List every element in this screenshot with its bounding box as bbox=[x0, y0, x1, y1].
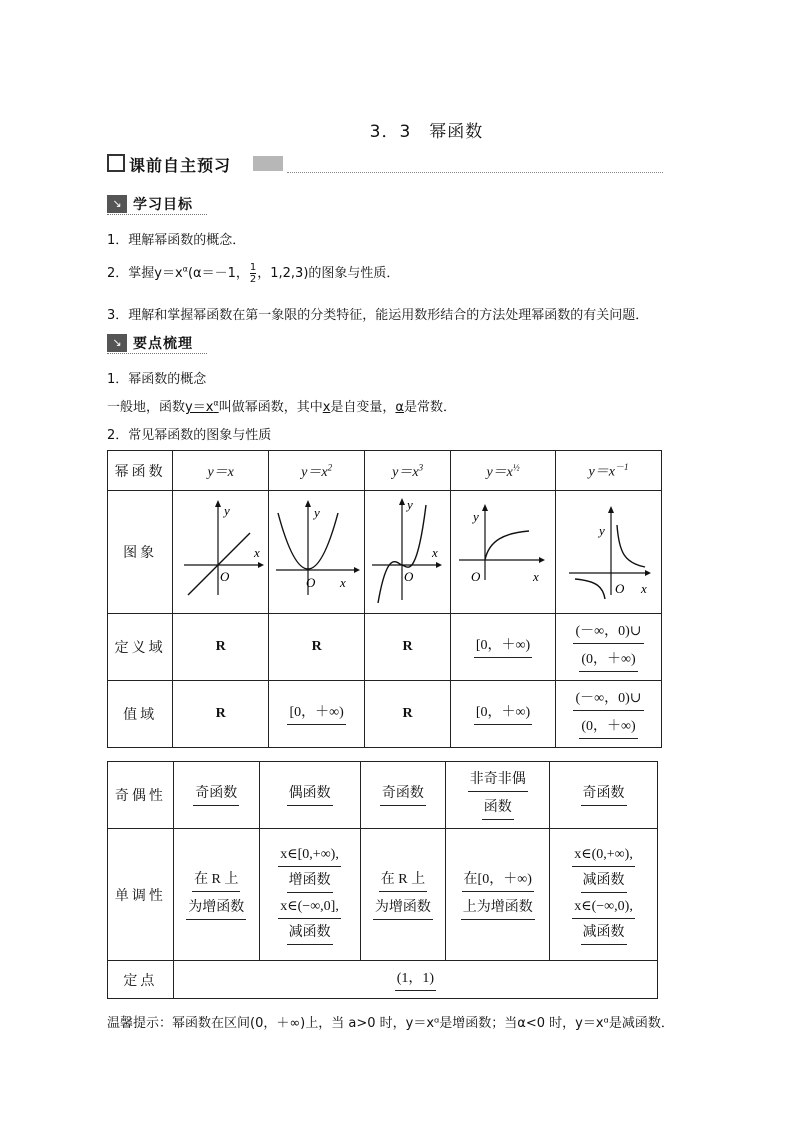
def-mid: 叫做幂函数，其中 bbox=[218, 400, 323, 415]
origin-label: O bbox=[614, 581, 624, 596]
domain-cell-5: (－∞，0)∪ (0，＋∞) bbox=[556, 614, 662, 681]
axis-y-label: y bbox=[406, 497, 413, 512]
axis-y-label: y bbox=[313, 505, 320, 520]
range-cell-3: R bbox=[365, 681, 451, 748]
range-cell-5: (－∞，0)∪ (0，＋∞) bbox=[556, 681, 662, 748]
axis-y-label: y bbox=[598, 523, 605, 538]
heading-underline bbox=[107, 353, 207, 354]
table-row-range bbox=[108, 681, 662, 748]
row-header-power-function: 幂函数 bbox=[108, 451, 173, 491]
origin-label: O bbox=[219, 569, 230, 584]
parity-cell-4: 非奇非偶 函数 bbox=[446, 762, 550, 829]
def-mid2: 是自变量， bbox=[330, 400, 396, 415]
goals-heading-label: 学习目标 bbox=[133, 197, 193, 213]
mono-cell-1: 在 R 上 为增函数 bbox=[173, 829, 259, 961]
section-banner-label: 课前自主预习 bbox=[129, 156, 232, 175]
goal2-frac-den: 2 bbox=[249, 274, 257, 285]
func-header-1: y＝x bbox=[173, 451, 269, 491]
axis-x-label: x bbox=[431, 545, 438, 560]
origin-label: O bbox=[305, 575, 316, 590]
section-banner bbox=[107, 153, 663, 175]
def-func-text: y＝x bbox=[185, 400, 214, 415]
arrow-badge-icon: ↘ bbox=[107, 334, 127, 352]
definition-line bbox=[107, 396, 456, 415]
parity-cell-2: 偶函数 bbox=[259, 762, 360, 829]
parity-cell-3: 奇函数 bbox=[360, 762, 446, 829]
row-header-fixed-point: 定点 bbox=[108, 961, 174, 999]
goal2-post: ，1,2,3)的图象与性质． bbox=[257, 266, 400, 281]
axis-x-label: x bbox=[339, 575, 346, 590]
goal2-mid: (α＝－1， bbox=[187, 266, 249, 281]
axis-x-label: x bbox=[640, 581, 647, 596]
tip-text: 温馨提示：幂函数在区间(0，＋∞)上，当 a>0 时，y＝xᵅ是增函数；当α<0 时，y＝xᵅ是减函数． bbox=[107, 1016, 674, 1031]
section-icon bbox=[107, 154, 125, 172]
arrow-badge-icon: ↘ bbox=[107, 195, 127, 213]
row-header-graph: 图象 bbox=[108, 491, 173, 614]
axis-y-label: y bbox=[473, 509, 479, 524]
axis-x-label: x bbox=[533, 569, 539, 584]
axis-y-label: y bbox=[223, 503, 230, 518]
point-item-1: 1．幂函数的概念 bbox=[107, 372, 207, 387]
table-row-graph bbox=[108, 491, 662, 614]
power-function-table-1 bbox=[107, 450, 662, 748]
mono-cell-2: x∈[0,+∞), 增函数 x∈(−∞,0], 减函数 bbox=[259, 829, 360, 961]
goal-item-2 bbox=[107, 262, 399, 285]
domain-cell-3: R bbox=[365, 614, 451, 681]
goal-item-3: 3．理解和掌握幂函数在第一象限的分类特征，能运用数形结合的方法处理幂函数的有关问题． bbox=[107, 308, 649, 323]
domain-cell-4: [0，＋∞) bbox=[451, 614, 556, 681]
func-header-3: $y=x^3$ bbox=[365, 451, 451, 491]
range-cell-1: R bbox=[173, 681, 269, 748]
graph-sqrt bbox=[451, 491, 556, 614]
def-func bbox=[185, 400, 219, 415]
func-header-5: $y=x^{-1}$ bbox=[556, 451, 662, 491]
func-header-4: $y=x^{\frac{1}{2}}$ bbox=[451, 451, 556, 491]
table-row-monotonicity bbox=[108, 829, 658, 961]
axis-x-label: x bbox=[253, 545, 260, 560]
mono-cell-5: x∈(0,+∞), 减函数 x∈(−∞,0), 减函数 bbox=[550, 829, 658, 961]
domain-cell-1: R bbox=[173, 614, 269, 681]
mono-cell-4: 在[0，＋∞) 上为增函数 bbox=[446, 829, 550, 961]
fixed-point-cell: (1，1) bbox=[173, 961, 657, 999]
table-row-domain bbox=[108, 614, 662, 681]
banner-bar bbox=[253, 156, 283, 171]
row-header-range: 值域 bbox=[108, 681, 173, 748]
graph-reciprocal bbox=[556, 491, 662, 614]
goal-item-1: 1．理解幂函数的概念． bbox=[107, 233, 246, 248]
def-func-sup: α bbox=[213, 398, 219, 408]
domain-cell-2: R bbox=[269, 614, 365, 681]
table-row-header bbox=[108, 451, 662, 491]
table-row-parity bbox=[108, 762, 658, 829]
def-pre: 一般地，函数 bbox=[107, 400, 186, 415]
origin-label: O bbox=[403, 569, 413, 584]
goal2-frac-num: 1 bbox=[249, 262, 257, 273]
table-row-fixed-point bbox=[108, 961, 658, 999]
row-header-parity: 奇偶性 bbox=[108, 762, 174, 829]
def-var: x bbox=[322, 400, 331, 415]
parity-cell-1: 奇函数 bbox=[173, 762, 259, 829]
range-cell-2: [0，＋∞) bbox=[269, 681, 365, 748]
point-item-2: 2．常见幂函数的图象与性质 bbox=[107, 428, 272, 443]
goal2-pre: 2．掌握y＝x bbox=[107, 266, 183, 281]
origin-label: O bbox=[471, 569, 481, 584]
graph-cubic bbox=[365, 491, 451, 614]
func-header-2: $y=x^2$ bbox=[269, 451, 365, 491]
mono-cell-3: 在 R 上 为增函数 bbox=[360, 829, 446, 961]
def-post: 是常数． bbox=[404, 400, 457, 415]
goal2-sup: α bbox=[182, 264, 188, 274]
graph-linear bbox=[173, 491, 269, 614]
page-title: 3．3 幂函数 bbox=[369, 122, 484, 142]
power-function-table-2 bbox=[107, 761, 658, 999]
row-header-monotonicity: 单调性 bbox=[108, 829, 174, 961]
banner-divider bbox=[287, 172, 663, 173]
parity-cell-5: 奇函数 bbox=[550, 762, 658, 829]
range-cell-4: [0，＋∞) bbox=[451, 681, 556, 748]
heading-underline bbox=[107, 214, 207, 215]
graph-square bbox=[269, 491, 365, 614]
points-heading-label: 要点梳理 bbox=[133, 336, 193, 352]
row-header-domain: 定义域 bbox=[108, 614, 173, 681]
def-const: α bbox=[395, 400, 404, 415]
